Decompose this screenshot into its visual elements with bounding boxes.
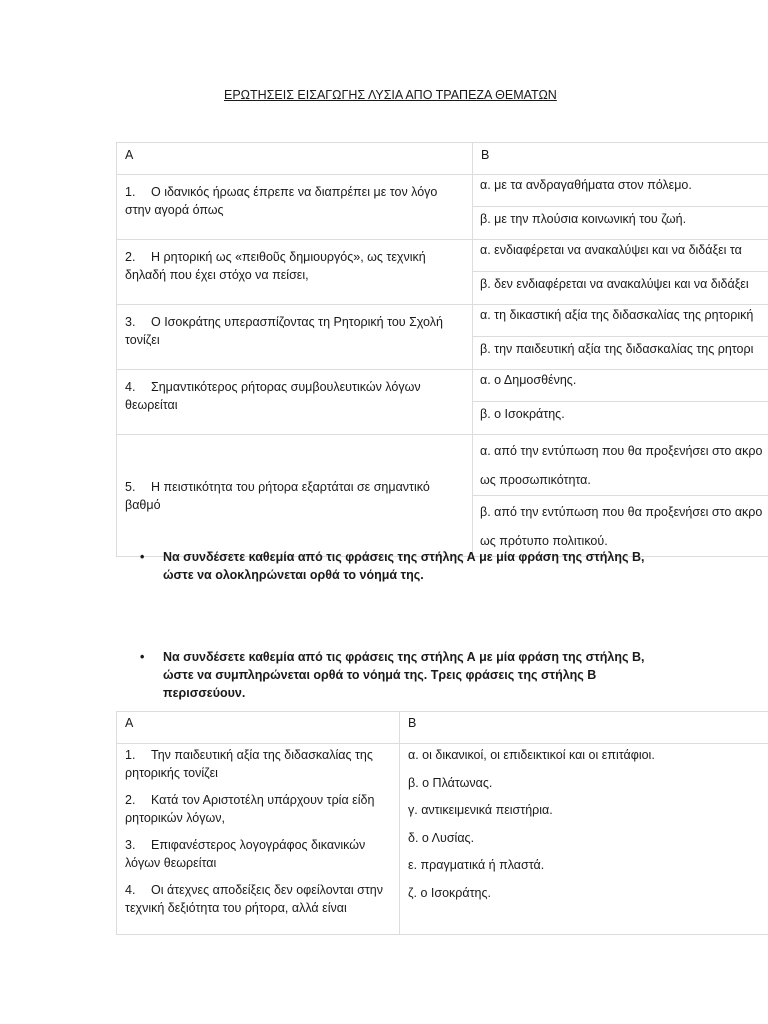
matching-table-2 (116, 711, 768, 935)
document-title: ΕΡΩΤΗΣΕΙΣ ΕΙΣΑΓΩΓΗΣ ΛΥΣΙΑ ΑΠΟ ΤΡΑΠΕΖΑ ΘΕΜΑΤΩΝ (224, 88, 557, 102)
instruction-2: • Να συνδέσετε καθεμία από τις φράσεις της στήλης Α με μία φράση της στήλης Β, ώστε να συμπληρώνεται ορθά το νόημά της. Τρεις φράσεις της στήλης Β περισσεύουν. (140, 650, 645, 700)
question-text: 2. Η ρητορική ως «πειθοῦς δημιουργός», ως τεχνική δηλαδή που έχει στόχο να πείσει, (125, 250, 426, 282)
question-cell (117, 240, 473, 305)
column-b-header: Β (400, 712, 768, 744)
answer-cell: β. δεν ενδιαφέρεται να ανακαλύψει και να διδάξει (473, 272, 768, 305)
list-item: γ. αντικειμενικά πειστήρια. (408, 803, 553, 817)
list-item: α. οι δικανικοί, οι επιδεικτικοί και οι επιτάφιοι. (408, 748, 655, 762)
answer-cell: β. ο Ισοκράτης. (473, 402, 768, 435)
question-text: 5. Η πειστικότητα του ρήτορα εξαρτάται σε σημαντικό βαθμό (125, 479, 430, 512)
table-row (117, 305, 768, 337)
list-item: 3. Επιφανέστερος λογογράφος δικανικών λόγων θεωρείται (125, 838, 366, 870)
question-text: 1. Ο ιδανικός ήρωας έπρεπε να διαπρέπει με τον λόγο στην αγορά όπως (125, 185, 438, 217)
instruction-1: • Να συνδέσετε καθεμία από τις φράσεις της στήλης Α με μία φράση της στήλης Β, ώστε να ολοκληρώνεται ορθά το νόημά της. (140, 550, 645, 582)
list-item: ε. πραγματικά ή πλαστά. (408, 858, 545, 872)
column-a-header: Α (117, 712, 400, 744)
list-item: 4. Οι άτεχνες αποδείξεις δεν οφείλονται στην τεχνική δεξιότητα του ρήτορα, αλλά είναι (125, 883, 383, 915)
bullet-icon: • (140, 550, 145, 564)
table-row (117, 744, 768, 935)
table-row (117, 370, 768, 402)
answer-cell: α. από την εντύπωση που θα προξενήσει στο ακρο ως προσωπικότητα. (473, 435, 768, 496)
list-item: 1. Την παιδευτική αξία της διδασκαλίας της ρητορικής τονίζει (125, 748, 373, 780)
table-row (117, 175, 768, 207)
column-b-header: Β (473, 143, 768, 175)
list-item: ζ. ο Ισοκράτης. (408, 885, 491, 900)
question-cell (117, 305, 473, 370)
list-item: β. ο Πλάτωνας. (408, 775, 493, 790)
table-header-row (117, 143, 768, 175)
answer-cell: α. με τα ανδραγαθήματα στον πόλεμο. (473, 175, 768, 207)
question-text: 3. Ο Ισοκράτης υπερασπίζοντας τη Ρητορική του Σχολή τονίζει (125, 315, 443, 347)
list-item: 2. Κατά τον Αριστοτέλη υπάρχουν τρία είδη ρητορικών λόγων, (125, 793, 375, 825)
answer-cell: β. από την εντύπωση που θα προξενήσει στο ακρο ως πρότυπο πολιτικού. (473, 496, 768, 557)
table-row (117, 435, 768, 496)
question-text: 4. Σημαντικότερος ρήτορας συμβουλευτικών λόγων θεωρείται (125, 380, 421, 412)
answer-cell: β. την παιδευτική αξία της διδασκαλίας της ρητορι (473, 337, 768, 370)
answers-cell (400, 744, 768, 935)
questions-cell (117, 744, 400, 935)
table-header-row (117, 712, 768, 744)
question-cell (117, 435, 473, 557)
answer-cell: β. με την πλούσια κοινωνική του ζωή. (473, 207, 768, 240)
bullet-icon: • (140, 650, 145, 664)
column-a-header: Α (117, 143, 473, 175)
matching-table-1 (116, 142, 768, 557)
question-cell (117, 175, 473, 240)
answer-cell: α. ο Δημοσθένης. (473, 370, 768, 402)
answer-cell: α. ενδιαφέρεται να ανακαλύψει και να διδάξει τα (473, 240, 768, 272)
question-cell (117, 370, 473, 435)
list-item: δ. ο Λυσίας. (408, 830, 475, 845)
answer-cell: α. τη δικαστική αξία της διδασκαλίας της ρητορική (473, 305, 768, 337)
table-row (117, 240, 768, 272)
